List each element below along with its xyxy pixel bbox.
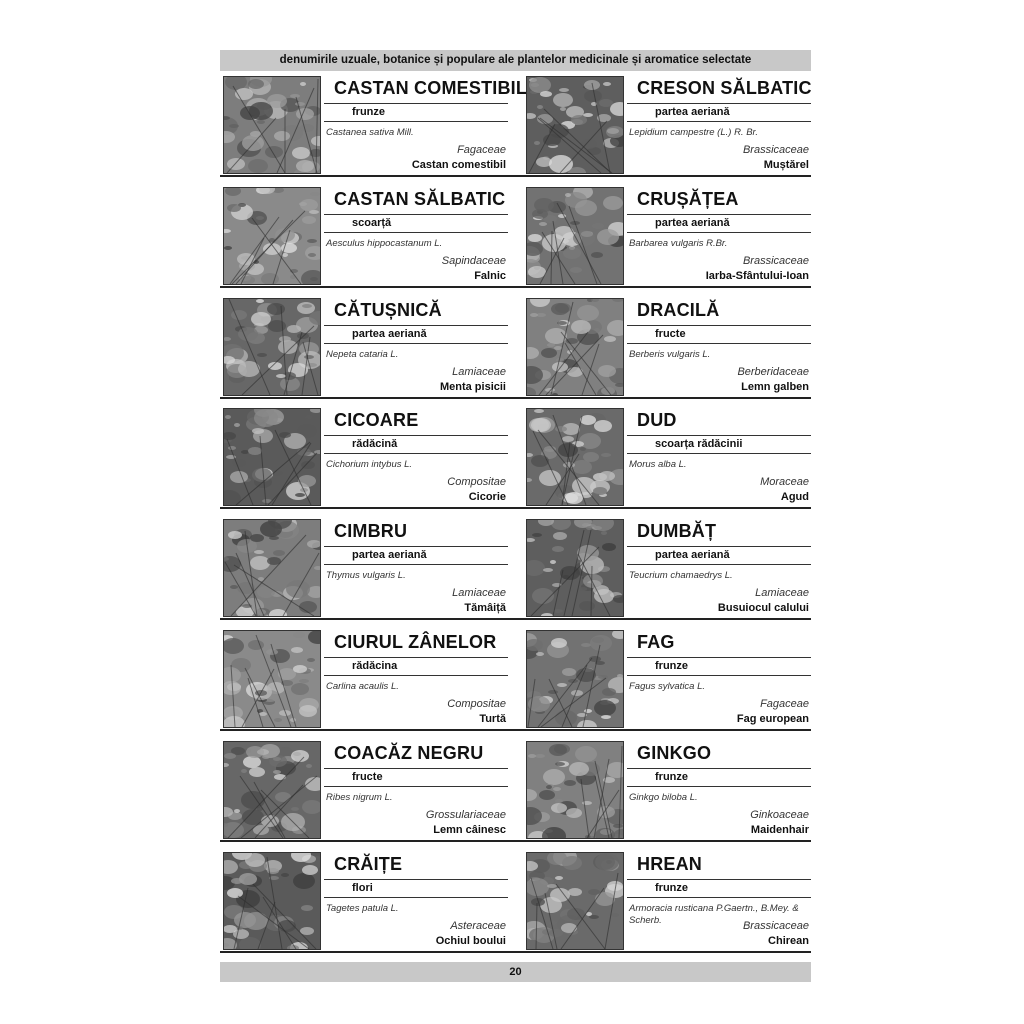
plant-photo	[526, 519, 624, 617]
beech-trees-photo	[527, 631, 623, 727]
divider	[627, 435, 811, 436]
plant-card	[523, 518, 811, 618]
row-separator	[220, 951, 811, 953]
divider	[324, 435, 508, 436]
plant-family: Brassicaceae	[742, 144, 809, 156]
plant-row	[220, 297, 811, 397]
popular-name: Lemn galben	[741, 381, 809, 393]
row-separator	[220, 618, 811, 620]
plant-family: Ginkoaceae	[750, 809, 809, 821]
botanical-name: Berberis vulgaris L.	[629, 349, 711, 360]
barberry-flowers-photo	[527, 299, 623, 395]
plant-card	[523, 186, 811, 286]
popular-name: Chirean	[768, 935, 809, 947]
plant-part: frunze	[655, 882, 688, 894]
plant-photo	[526, 298, 624, 396]
plant-part: fructe	[352, 771, 383, 783]
chicory-photo	[224, 409, 320, 505]
botanical-name: Cichorium intybus L.	[326, 459, 413, 470]
divider	[324, 879, 508, 880]
plant-part: partea aeriană	[655, 549, 730, 561]
popular-name: Lemn câinesc	[433, 824, 506, 836]
divider	[324, 897, 508, 898]
plant-family: Sapindaceae	[441, 255, 506, 267]
plant-name: CRĂIȚE	[334, 854, 403, 874]
divider	[627, 768, 811, 769]
thyme-photo	[224, 520, 320, 616]
plant-photo	[526, 76, 624, 174]
divider	[627, 786, 811, 787]
plant-row	[220, 629, 811, 729]
botanical-name: Barbarea vulgaris R.Br.	[629, 238, 728, 249]
plant-part: fructe	[655, 328, 686, 340]
botanical-name: Teucrium chamaedrys L.	[629, 570, 733, 581]
popular-name: Fag european	[736, 713, 809, 725]
horse-chestnut-tree-photo	[224, 188, 320, 284]
plant-family: Lamiaceae	[755, 587, 809, 599]
botanical-name: Castanea sativa Mill.	[326, 127, 414, 138]
divider	[627, 343, 811, 344]
plant-name: GINKGO	[637, 743, 712, 763]
plant-name: CASTAN SĂLBATIC	[334, 189, 506, 209]
plant-part: scoarța rădăcinii	[655, 438, 743, 450]
plant-name: CĂTUȘNICĂ	[334, 300, 442, 320]
plant-part: partea aeriană	[352, 549, 427, 561]
divider	[627, 103, 811, 104]
botanical-name: Carlina acaulis L.	[326, 681, 399, 692]
plant-part: flori	[352, 882, 373, 894]
plant-photo	[526, 187, 624, 285]
botanical-name: Ginkgo biloba L.	[629, 792, 698, 803]
plant-card	[523, 75, 811, 175]
popular-name: Falnic	[474, 270, 506, 282]
botanical-name: Fagus sylvatica L.	[629, 681, 706, 692]
plant-photo	[223, 741, 321, 839]
popular-name: Menta pisicii	[439, 381, 506, 393]
popular-name: Tămâiță	[464, 602, 506, 614]
divider	[324, 546, 508, 547]
plant-row	[220, 740, 811, 840]
carline-thistle-photo	[224, 631, 320, 727]
botanical-name: Aesculus hippocastanum L.	[326, 238, 443, 249]
botanical-name: Ribes nigrum L.	[326, 792, 393, 803]
plant-family: Brassicaceae	[742, 920, 809, 932]
popular-name: Iarba-Sfântului-Ioan	[705, 270, 809, 282]
plant-name: CICOARE	[334, 410, 419, 430]
page-header: denumirile uzuale, botanice și populare ale plantelor medicinale și aromatice selectate	[220, 50, 811, 71]
divider	[324, 232, 508, 233]
row-separator	[220, 286, 811, 288]
plant-card	[523, 407, 811, 507]
plant-card	[220, 851, 508, 951]
row-separator	[220, 840, 811, 842]
plant-row	[220, 518, 811, 618]
plant-photo	[526, 741, 624, 839]
plant-card	[220, 740, 508, 840]
plant-card	[220, 75, 528, 175]
plant-card	[523, 629, 811, 729]
divider	[627, 897, 811, 898]
divider	[324, 325, 508, 326]
germander-photo	[527, 520, 623, 616]
popular-name: Ochiul boului	[435, 935, 506, 947]
divider	[627, 325, 811, 326]
plant-photo	[223, 408, 321, 506]
plant-part: partea aeriană	[655, 217, 730, 229]
page-number: 20	[220, 962, 811, 982]
botanical-name: Tagetes patula L.	[326, 903, 399, 914]
row-separator	[220, 175, 811, 177]
plant-photo	[223, 630, 321, 728]
chestnut-leaves-photo	[224, 77, 320, 173]
plant-name: DUMBĂȚ	[637, 521, 717, 541]
plant-photo	[526, 408, 624, 506]
plant-name: HREAN	[637, 854, 703, 874]
plant-part: partea aeriană	[655, 106, 730, 118]
plant-name: CIURUL ZÂNELOR	[334, 632, 497, 652]
plant-name: COACĂZ NEGRU	[334, 743, 484, 763]
plant-photo	[223, 76, 321, 174]
divider	[627, 121, 811, 122]
popular-name: Maidenhair	[750, 824, 809, 836]
plant-photo	[223, 187, 321, 285]
plant-card	[220, 629, 508, 729]
plant-part: frunze	[655, 771, 688, 783]
plant-family: Moraceae	[760, 476, 809, 488]
plant-photo	[526, 630, 624, 728]
divider	[324, 786, 508, 787]
wintercress-photo	[527, 188, 623, 284]
popular-name: Agud	[780, 491, 809, 503]
botanical-name: Morus alba L.	[629, 459, 687, 470]
popular-name: Cicorie	[468, 491, 506, 503]
plant-family: Brassicaceae	[742, 255, 809, 267]
plant-family: Asteraceae	[450, 920, 506, 932]
blackcurrant-leaves-photo	[224, 742, 320, 838]
plant-part: rădăcina	[352, 660, 398, 672]
popular-name: Muștărel	[763, 159, 809, 171]
plant-photo	[526, 852, 624, 950]
plant-name: FAG	[637, 632, 675, 652]
divider	[324, 214, 508, 215]
plant-card	[220, 297, 508, 397]
plant-part: frunze	[352, 106, 385, 118]
plant-part: scoarță	[352, 217, 392, 229]
plant-part: frunze	[655, 660, 688, 672]
botanical-name: Armoracia rusticana P.Gaertn., B.Mey. & Scherb.	[629, 903, 799, 926]
divider	[627, 453, 811, 454]
plant-family: Compositae	[447, 698, 506, 710]
plant-photo	[223, 298, 321, 396]
plant-card	[220, 186, 508, 286]
plant-family: Lamiaceae	[452, 587, 506, 599]
plant-part: rădăcină	[352, 438, 398, 450]
plant-card	[220, 407, 508, 507]
row-separator	[220, 507, 811, 509]
plant-family: Grossulariaceae	[425, 809, 506, 821]
plant-card	[523, 851, 811, 951]
plant-family: Fagaceae	[457, 144, 506, 156]
plant-photo	[223, 519, 321, 617]
divider	[627, 546, 811, 547]
divider	[324, 103, 508, 104]
divider	[324, 343, 508, 344]
horseradish-roots-photo	[527, 853, 623, 949]
plant-name: DRACILĂ	[637, 300, 720, 320]
divider	[627, 564, 811, 565]
plant-row	[220, 75, 811, 175]
plant-name: CRESON SĂLBATIC	[637, 78, 812, 98]
divider	[627, 657, 811, 658]
plant-family: Lamiaceae	[452, 366, 506, 378]
catalog-page	[220, 50, 811, 982]
botanical-name: Thymus vulgaris L.	[326, 570, 406, 581]
plant-row	[220, 851, 811, 951]
popular-name: Busuiocul calului	[717, 602, 809, 614]
plant-part: partea aeriană	[352, 328, 427, 340]
plant-name: CIMBRU	[334, 521, 408, 541]
divider	[627, 232, 811, 233]
divider	[324, 121, 508, 122]
marigold-photo	[224, 853, 320, 949]
divider	[324, 675, 508, 676]
row-separator	[220, 397, 811, 399]
divider	[324, 453, 508, 454]
plant-row	[220, 186, 811, 286]
plant-name: DUD	[637, 410, 677, 430]
row-separator	[220, 729, 811, 731]
plant-row	[220, 407, 811, 507]
popular-name: Turtă	[479, 713, 506, 725]
divider	[324, 564, 508, 565]
ginkgo-branch-photo	[527, 742, 623, 838]
plant-name: CRUȘĂȚEA	[637, 189, 739, 209]
divider	[627, 675, 811, 676]
popular-name: Castan comestibil	[411, 159, 506, 171]
divider	[627, 214, 811, 215]
botanical-name: Nepeta cataria L.	[326, 349, 399, 360]
plant-photo	[223, 852, 321, 950]
plant-card	[523, 740, 811, 840]
plant-family: Compositae	[447, 476, 506, 488]
plant-card	[220, 518, 508, 618]
divider	[324, 657, 508, 658]
catnip-shrub-photo	[224, 299, 320, 395]
plant-family: Fagaceae	[760, 698, 809, 710]
plant-card	[523, 297, 811, 397]
plant-family: Berberidaceae	[737, 366, 809, 378]
plant-name: CASTAN COMESTIBIL	[334, 78, 528, 98]
botanical-name: Lepidium campestre (L.) R. Br.	[629, 127, 758, 138]
divider	[324, 768, 508, 769]
divider	[627, 879, 811, 880]
mulberry-photo	[527, 409, 623, 505]
field-cress-photo	[527, 77, 623, 173]
